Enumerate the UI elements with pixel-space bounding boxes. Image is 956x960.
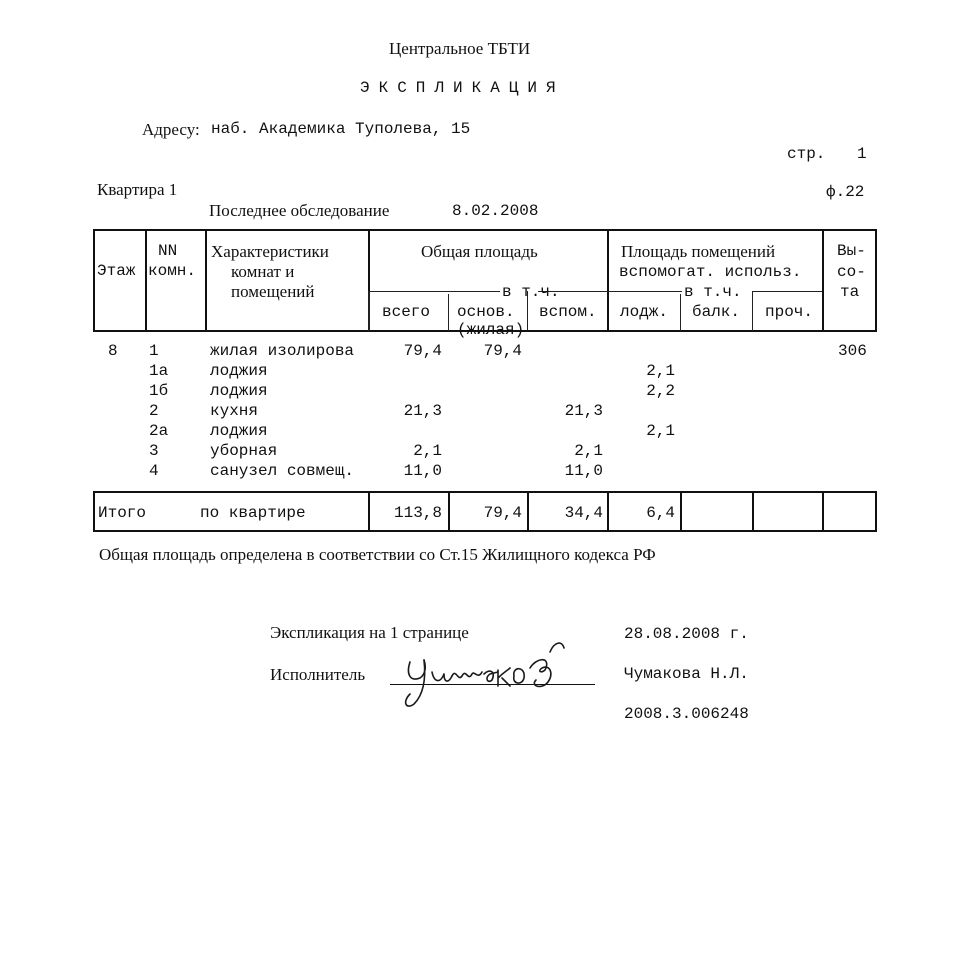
cell-desc: санузел совмещ.	[210, 462, 355, 480]
totals-col-line	[680, 491, 682, 532]
header-col-line	[93, 229, 95, 332]
header-desc-line2: комнат и	[231, 262, 295, 281]
totals-aux: 34,4	[564, 504, 603, 522]
address-label: Адресу:	[142, 120, 200, 139]
header-aux: вспом.	[539, 303, 597, 321]
header-total-area: Общая площадь	[421, 242, 538, 261]
totals-col-line	[822, 491, 824, 532]
cell-desc: жилая изолирова	[210, 342, 355, 360]
cell-room: 2а	[149, 422, 169, 440]
header-height-line1: Вы-	[837, 242, 866, 260]
cell-desc: кухня	[210, 402, 259, 420]
executor-label: Исполнитель	[270, 665, 366, 684]
header-col-line	[205, 229, 207, 332]
last-survey-label: Последнее обследование	[209, 201, 390, 220]
totals-loggia: 6,4	[646, 504, 675, 522]
cell-floor: 8	[108, 342, 118, 360]
header-height-line2: со-	[837, 263, 866, 281]
header-col-line	[145, 229, 147, 332]
cell-room: 4	[149, 462, 159, 480]
table-top-border	[93, 229, 877, 231]
subheader-line	[607, 291, 682, 292]
header-col-line	[875, 229, 877, 332]
header-desc-line1: Характеристики	[211, 242, 329, 261]
cell-aux: 21,3	[564, 402, 603, 420]
cell-room: 2	[149, 402, 159, 420]
pages-count-text: Экспликация на 1 странице	[270, 623, 469, 642]
cell-desc: уборная	[210, 442, 278, 460]
cell-height: 306	[838, 342, 867, 360]
header-aux-area-line1: Площадь помещений	[621, 242, 776, 261]
totals-col-line	[752, 491, 754, 532]
totals-label-2: по квартире	[200, 504, 306, 522]
cell-total: 79,4	[403, 342, 442, 360]
form-number: ф.22	[826, 183, 865, 201]
totals-col-line	[93, 491, 95, 532]
cell-room: 3	[149, 442, 159, 460]
subheader-line	[752, 291, 753, 331]
header-room-nn: NN	[158, 242, 178, 260]
header-other: проч.	[765, 303, 814, 321]
header-loggia: лодж.	[620, 303, 669, 321]
header-aux-area-line2: вспомогат. использ.	[619, 263, 802, 281]
executor-name: Чумакова Н.Л.	[624, 665, 749, 683]
header-floor: Этаж	[97, 262, 136, 280]
cell-aux: 11,0	[564, 462, 603, 480]
cell-desc: лоджия	[210, 422, 268, 440]
header-incl-1: в т.ч.	[502, 283, 560, 301]
header-height-line3: та	[840, 283, 860, 301]
document-number: 2008.3.006248	[624, 705, 749, 723]
subheader-line	[368, 291, 500, 292]
legal-note: Общая площадь определена в соответствии со Ст.15 Жилищного кодекса РФ	[99, 545, 656, 564]
cell-total: 2,1	[413, 442, 442, 460]
header-desc-line3: помещений	[231, 282, 315, 301]
subheader-line	[368, 291, 370, 331]
header-col-line	[607, 229, 609, 332]
cell-desc: лоджия	[210, 362, 268, 380]
totals-top-border	[93, 491, 877, 493]
footer-date: 28.08.2008 г.	[624, 625, 749, 643]
header-col-line	[822, 229, 824, 332]
totals-main: 79,4	[483, 504, 522, 522]
subheader-line	[448, 294, 449, 331]
cell-room: 1б	[149, 382, 169, 400]
totals-col-line	[875, 491, 877, 532]
cell-desc: лоджия	[210, 382, 268, 400]
header-room-komn: комн.	[148, 262, 197, 280]
cell-total: 21,3	[403, 402, 442, 420]
organization-name: Центральное ТБТИ	[389, 39, 531, 58]
signature-image	[380, 622, 580, 718]
header-incl-2: в т.ч.	[684, 283, 742, 301]
header-main-line1: основ.	[457, 303, 515, 321]
cell-aux: 2,1	[574, 442, 603, 460]
cell-loggia: 2,2	[646, 382, 675, 400]
page-number: 1	[857, 145, 867, 163]
address-value: наб. Академика Туполева, 15	[211, 120, 471, 138]
cell-loggia: 2,1	[646, 362, 675, 380]
header-main-line2: (жилая)	[457, 321, 525, 339]
subheader-line	[680, 294, 681, 331]
cell-loggia: 2,1	[646, 422, 675, 440]
totals-label: Итого	[98, 504, 147, 522]
document-title: ЭКСПЛИКАЦИЯ	[360, 79, 565, 97]
cell-main: 79,4	[483, 342, 522, 360]
header-balcony: балк.	[692, 303, 741, 321]
cell-room: 1а	[149, 362, 169, 380]
cell-total: 11,0	[403, 462, 442, 480]
table-bottom-border	[93, 530, 877, 532]
subheader-line	[752, 291, 822, 292]
last-survey-date: 8.02.2008	[452, 202, 539, 220]
page-label: стр.	[787, 145, 826, 163]
header-total: всего	[382, 303, 431, 321]
cell-room: 1	[149, 342, 159, 360]
apartment-label: Квартира 1	[97, 180, 178, 199]
totals-total: 113,8	[393, 504, 442, 522]
